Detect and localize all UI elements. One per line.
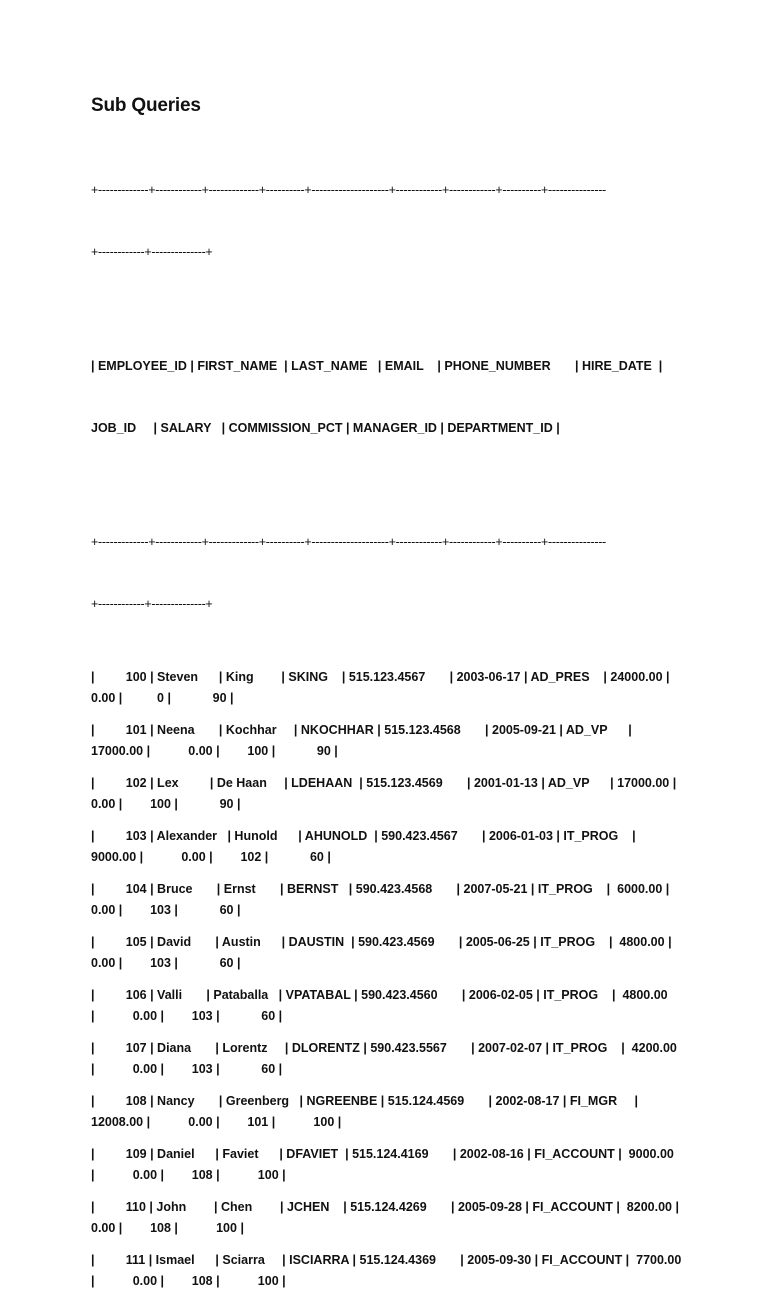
table-rows [91,667,688,1291]
row-line: | 101 | Neena | Kochhar | NKOCHHAR | 515.123.4568 | 2005-09-21 | AD_VP | [91,720,688,741]
separator-line: +-------------+------------+-------------+----------+--------------------+------------+------------+----------+--------------- [91,180,688,201]
table-row [91,826,688,867]
separator-line: +-------------+------------+-------------+----------+--------------------+------------+------------+----------+--------------- [91,532,688,553]
table-row [91,932,688,973]
table-row [91,720,688,761]
row-line: | 0.00 | 108 | 100 | [91,1271,688,1291]
row-line: | 0.00 | 108 | 100 | [91,1165,688,1186]
table-row [91,1091,688,1132]
table-row [91,985,688,1026]
table-header [91,315,688,479]
row-line: 12008.00 | 0.00 | 101 | 100 | [91,1112,688,1133]
row-line: 0.00 | 100 | 90 | [91,794,688,815]
row-line: 0.00 | 103 | 60 | [91,953,688,974]
row-line: | 110 | John | Chen | JCHEN | 515.124.4269 | 2005-09-28 | FI_ACCOUNT | 8200.00 | [91,1197,688,1218]
table-row [91,1144,688,1185]
table-row [91,1038,688,1079]
table-separator-mid [91,491,688,655]
row-line: | 0.00 | 103 | 60 | [91,1059,688,1080]
row-line: | 111 | Ismael | Sciarra | ISCIARRA | 515.124.4369 | 2005-09-30 | FI_ACCOUNT | 7700.00 [91,1250,688,1271]
row-line: | 103 | Alexander | Hunold | AHUNOLD | 590.423.4567 | 2006-01-03 | IT_PROG | [91,826,688,847]
row-line: | 102 | Lex | De Haan | LDEHAAN | 515.123.4569 | 2001-01-13 | AD_VP | 17000.00 | [91,773,688,794]
row-line: 9000.00 | 0.00 | 102 | 60 | [91,847,688,868]
separator-line: +------------+--------------+ [91,594,688,615]
table-separator-top [91,139,688,303]
table-row [91,1250,688,1291]
row-line: | 108 | Nancy | Greenberg | NGREENBE | 515.124.4569 | 2002-08-17 | FI_MGR | [91,1091,688,1112]
row-line: 0.00 | 0 | 90 | [91,688,688,709]
row-line: | 105 | David | Austin | DAUSTIN | 590.423.4569 | 2005-06-25 | IT_PROG | 4800.00 | [91,932,688,953]
separator-line: +------------+--------------+ [91,242,688,263]
row-line: 0.00 | 103 | 60 | [91,900,688,921]
table-row [91,1197,688,1238]
header-line: | EMPLOYEE_ID | FIRST_NAME | LAST_NAME | EMAIL | PHONE_NUMBER | HIRE_DATE | [91,356,688,377]
row-line: | 109 | Daniel | Faviet | DFAVIET | 515.124.4169 | 2002-08-16 | FI_ACCOUNT | 9000.00 [91,1144,688,1165]
row-line: 0.00 | 108 | 100 | [91,1218,688,1239]
row-line: | 100 | Steven | King | SKING | 515.123.4567 | 2003-06-17 | AD_PRES | 24000.00 | [91,667,688,688]
table-row [91,879,688,920]
row-line: | 104 | Bruce | Ernst | BERNST | 590.423.4568 | 2007-05-21 | IT_PROG | 6000.00 | [91,879,688,900]
table-row [91,773,688,814]
header-line: JOB_ID | SALARY | COMMISSION_PCT | MANAGER_ID | DEPARTMENT_ID | [91,418,688,439]
row-line: 17000.00 | 0.00 | 100 | 90 | [91,741,688,762]
row-line: | 0.00 | 103 | 60 | [91,1006,688,1027]
row-line: | 107 | Diana | Lorentz | DLORENTZ | 590.423.5567 | 2007-02-07 | IT_PROG | 4200.00 [91,1038,688,1059]
table-row [91,667,688,708]
row-line: | 106 | Valli | Pataballa | VPATABAL | 590.423.4560 | 2006-02-05 | IT_PROG | 4800.00 [91,985,688,1006]
document-title: Sub Queries [91,93,688,119]
